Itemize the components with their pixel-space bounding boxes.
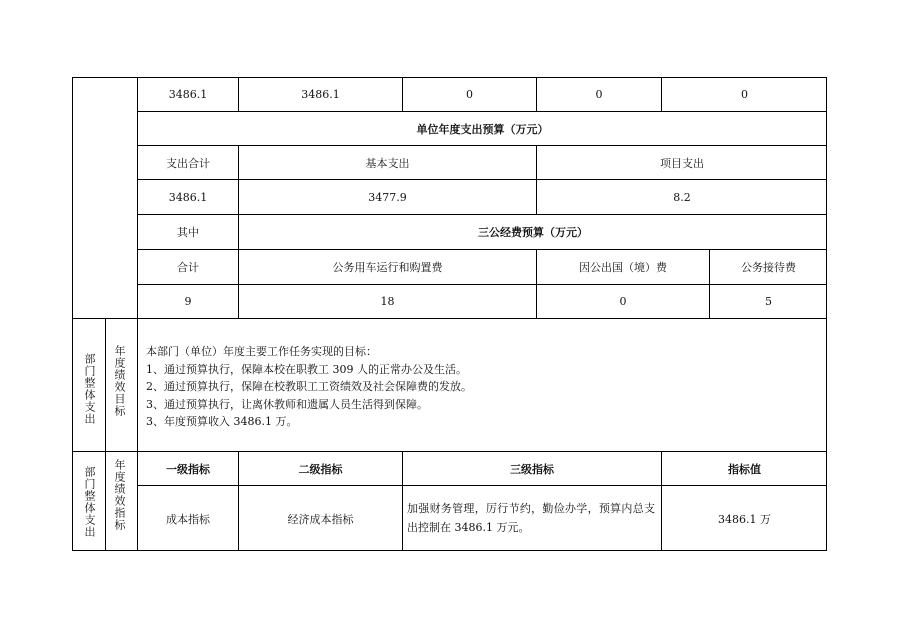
indicator-level2: 经济成本指标 <box>287 512 354 526</box>
top-cell-2: 3486.1 <box>301 88 340 101</box>
goal-line-intro: 本部门（单位）年度主要工作任务实现的目标： <box>146 345 377 358</box>
col-divider-inner-label <box>105 318 106 551</box>
budget-value-project: 8.2 <box>673 190 691 204</box>
budget-title: 单位年度支出预算（万元） <box>416 122 549 136</box>
budget-header-basic: 基本支出 <box>365 156 410 170</box>
goal-line-1: 1、通过预算执行，保障本校在职教工 309 人的正常办公及生活。 <box>146 362 467 376</box>
indicator-value: 3486.1 万 <box>718 512 771 526</box>
indicator-header-value: 指标值 <box>728 462 761 476</box>
budget-header-project: 项目支出 <box>660 156 704 170</box>
goal-line-2: 2、通过预算执行，保障在校教职工工资绩效及社会保障费的发放。 <box>146 380 472 393</box>
goal-line-4: 3、年度预算收入 3486.1 万。 <box>146 415 298 428</box>
goal-text <box>146 343 816 431</box>
indicator-header-level3: 三级指标 <box>510 462 554 476</box>
sangong-value-car: 18 <box>380 295 395 308</box>
sangong-value-total: 9 <box>184 295 192 308</box>
sangong-title: 三公经费预算（万元） <box>478 226 588 239</box>
sangong-header-reception: 公务接待费 <box>741 261 796 274</box>
budget-value-total: 3486.1 <box>168 190 208 204</box>
top-cell-5: 0 <box>741 88 748 101</box>
goal-label-outer: 部门整体支出 <box>83 353 96 425</box>
goal-label-inner: 年度绩效目标 <box>113 345 126 417</box>
budget-header-total: 支出合计 <box>166 156 210 170</box>
top-cell-4: 0 <box>595 88 603 101</box>
indicator-label-outer: 部门整体支出 <box>83 466 96 538</box>
indicator-level3: 加强财务管理，厉行节约，勤俭办学，预算内总支出控制在 3486.1 万元。 <box>407 502 655 534</box>
qizhong-label: 其中 <box>177 226 199 239</box>
budget-value-basic: 3477.9 <box>368 190 407 204</box>
sangong-header-total: 合计 <box>177 261 199 274</box>
sangong-value-abroad: 0 <box>619 295 627 308</box>
indicator-level1: 成本指标 <box>166 512 210 526</box>
sangong-header-car: 公务用车运行和购置费 <box>332 261 443 274</box>
top-cell-3: 0 <box>466 88 473 101</box>
goal-line-3: 3、通过预算执行，让离休教师和遗属人员生活得到保障。 <box>146 397 428 411</box>
indicator-header-level2: 二级指标 <box>298 462 343 476</box>
sangong-value-reception: 5 <box>765 295 772 308</box>
indicator-header-level1: 一级指标 <box>166 462 210 476</box>
top-cell-1: 3486.1 <box>168 88 208 101</box>
indicator-label-inner: 年度绩效指标 <box>113 459 126 531</box>
sangong-header-abroad: 因公出国（境）费 <box>579 261 667 274</box>
